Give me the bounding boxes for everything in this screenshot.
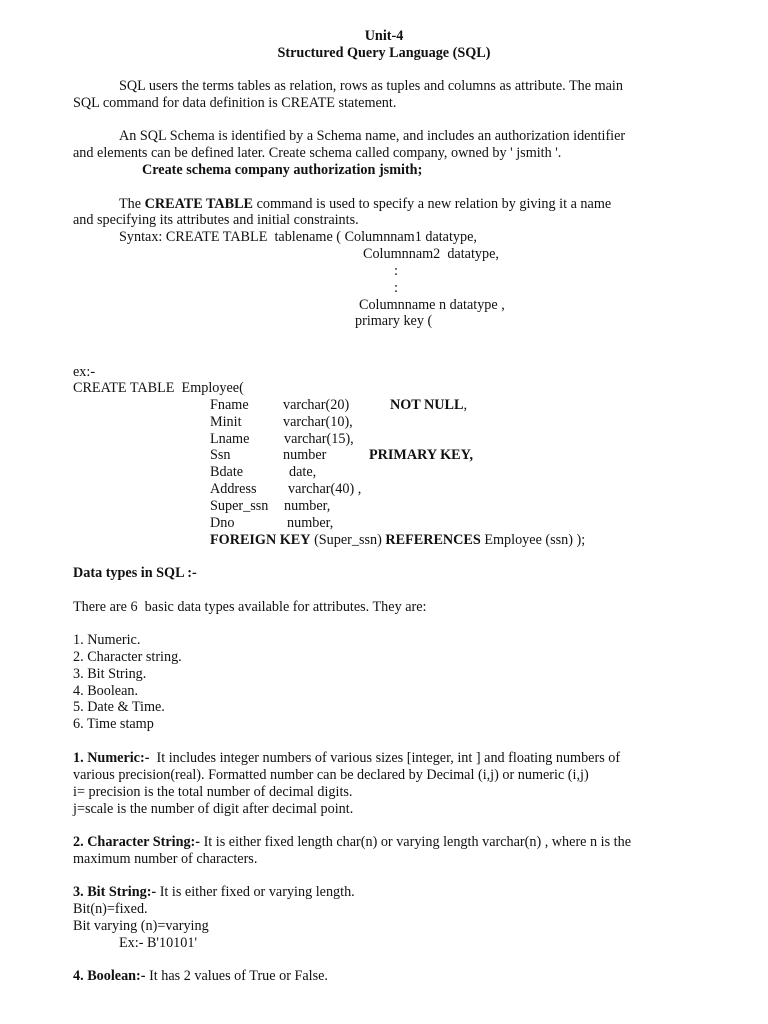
list-item: 6. Time stamp bbox=[73, 716, 154, 732]
foreign-key-column: (Super_ssn) bbox=[310, 532, 386, 548]
column-name: Lname bbox=[210, 431, 250, 447]
column-type: number bbox=[283, 447, 327, 463]
column-name: Bdate bbox=[210, 464, 244, 480]
references-keyword: REFERENCES bbox=[385, 532, 481, 548]
syntax-line-4: primary key ( bbox=[355, 313, 433, 329]
numeric-text: It includes integer numbers of various sizes [integer, int ] and floating numbers of bbox=[149, 750, 621, 766]
bitstring-label: 3. Bit String:- bbox=[73, 884, 157, 900]
unit-title: Unit-4 bbox=[364, 28, 404, 44]
create-table-lead: The bbox=[119, 196, 145, 212]
column-name: Ssn bbox=[210, 447, 231, 463]
constraint-suffix: , bbox=[463, 397, 467, 413]
example-label: ex:- bbox=[73, 364, 96, 380]
boolean-line-1 bbox=[73, 968, 328, 985]
bitstring-example: Ex:- B'10101' bbox=[119, 935, 198, 951]
intro-line-1: SQL users the terms tables as relation, rows as tuples and columns as attribute. The main bbox=[119, 78, 623, 94]
constraint-keyword: NOT NULL bbox=[390, 397, 464, 413]
character-line-2: maximum number of characters. bbox=[73, 851, 258, 867]
list-item: 2. Character string. bbox=[73, 649, 182, 665]
syntax-colon-2: : bbox=[394, 280, 398, 296]
column-type: number, bbox=[284, 498, 331, 514]
column-name: Address bbox=[210, 481, 257, 497]
intro-line-2: SQL command for data definition is CREATE statement. bbox=[73, 95, 397, 111]
column-name: Fname bbox=[210, 397, 249, 413]
column-type: varchar(20) bbox=[283, 397, 350, 413]
syntax-line-3: Columnname n datatype , bbox=[359, 297, 505, 313]
column-constraint: PRIMARY KEY, bbox=[369, 447, 474, 463]
bitstring-text: It is either fixed or varying length. bbox=[156, 884, 355, 900]
list-item: 1. Numeric. bbox=[73, 632, 141, 648]
foreign-key-keyword: FOREIGN KEY bbox=[210, 532, 311, 548]
numeric-line-2: various precision(real). Formatted number can be declared by Decimal (i,j) or numeric (i,j) bbox=[73, 767, 589, 783]
create-table-rest: command is used to specify a new relation by giving it a name bbox=[253, 196, 612, 212]
example-create: CREATE TABLE Employee( bbox=[73, 380, 244, 396]
column-type: varchar(40) , bbox=[288, 481, 362, 497]
character-line-1 bbox=[73, 834, 631, 851]
boolean-label: 4. Boolean:- bbox=[73, 968, 146, 984]
column-name: Minit bbox=[210, 414, 242, 430]
foreign-key-line bbox=[210, 532, 585, 549]
syntax-line-1: Syntax: CREATE TABLE tablename ( Columnnam1 datatype, bbox=[119, 229, 477, 245]
schema-command: Create schema company authorization jsmith; bbox=[142, 162, 423, 178]
list-item: 3. Bit String. bbox=[73, 666, 147, 682]
column-name: Dno bbox=[210, 515, 235, 531]
schema-line-1: An SQL Schema is identified by a Schema name, and includes an authorization identifier bbox=[119, 128, 626, 144]
character-text: It is either fixed length char(n) or varying length varchar(n) , where n is the bbox=[200, 834, 631, 850]
datatypes-intro: There are 6 basic data types available for attributes. They are: bbox=[73, 599, 427, 615]
list-item: 4. Boolean. bbox=[73, 683, 139, 699]
syntax-line-2: Columnnam2 datatype, bbox=[363, 246, 499, 262]
column-type: date, bbox=[289, 464, 317, 480]
create-table-line-2: and specifying its attributes and initial constraints. bbox=[73, 212, 359, 228]
column-type: varchar(15), bbox=[284, 431, 354, 447]
references-target: Employee (ssn) ); bbox=[480, 532, 586, 548]
bitstring-line-3: Bit varying (n)=varying bbox=[73, 918, 209, 934]
list-item: 5. Date & Time. bbox=[73, 699, 165, 715]
numeric-line-3: i= precision is the total number of decimal digits. bbox=[73, 784, 353, 800]
subject-title: Structured Query Language (SQL) bbox=[277, 45, 491, 61]
column-name: Super_ssn bbox=[210, 498, 269, 514]
syntax-colon-1: : bbox=[394, 263, 398, 279]
numeric-line-1 bbox=[73, 750, 620, 767]
column-type: varchar(10), bbox=[283, 414, 353, 430]
bitstring-line-1 bbox=[73, 884, 355, 901]
character-label: 2. Character String:- bbox=[73, 834, 201, 850]
column-type: number, bbox=[287, 515, 334, 531]
schema-line-2: and elements can be defined later. Create schema called company, owned by ' jsmith '. bbox=[73, 145, 562, 161]
numeric-label: 1. Numeric:- bbox=[73, 750, 150, 766]
numeric-line-4: j=scale is the number of digit after decimal point. bbox=[73, 801, 354, 817]
column-constraint bbox=[390, 397, 467, 414]
bitstring-line-2: Bit(n)=fixed. bbox=[73, 901, 148, 917]
datatypes-heading: Data types in SQL :- bbox=[73, 565, 197, 581]
boolean-text: It has 2 values of True or False. bbox=[145, 968, 328, 984]
create-table-line-1 bbox=[119, 196, 611, 213]
create-table-keyword: CREATE TABLE bbox=[144, 196, 254, 212]
